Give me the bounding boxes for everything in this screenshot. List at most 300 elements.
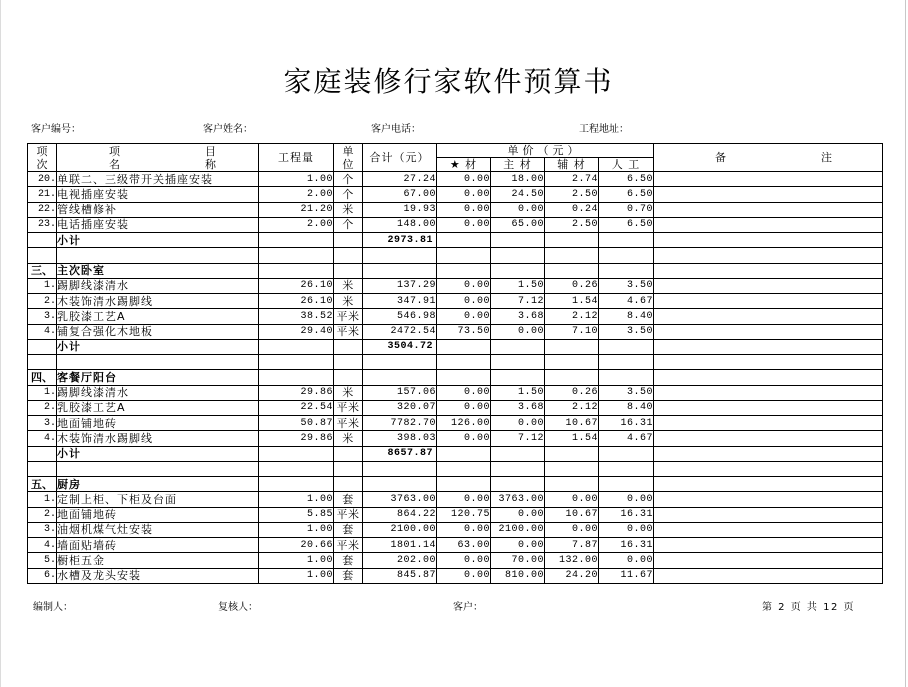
header-item-number-top: 项 xyxy=(36,144,48,158)
main-material-price-cell: 3.68 xyxy=(491,400,545,415)
item-row xyxy=(28,202,883,217)
item-row xyxy=(28,324,883,339)
header-labor: 人 工 xyxy=(599,158,654,172)
customer-number-label: 客户编号： xyxy=(31,124,81,135)
unit-cell: 套 xyxy=(334,522,363,537)
star-material-price-cell: 0.00 xyxy=(437,553,491,568)
auxiliary-material-price-cell xyxy=(545,263,599,278)
header-item-name xyxy=(57,144,259,172)
item-row xyxy=(28,553,883,568)
main-material-price-cell: 0.00 xyxy=(491,202,545,217)
item-number-cell: 五、 xyxy=(28,477,57,492)
labor-price-cell: 3.50 xyxy=(599,385,654,400)
unit-cell: 平米 xyxy=(334,416,363,431)
quantity-cell: 26.10 xyxy=(259,294,334,309)
main-material-price-cell xyxy=(491,461,545,476)
total-cell: 2472.54 xyxy=(363,324,437,339)
item-name-cell: 地面铺地砖 xyxy=(57,507,259,522)
auxiliary-material-price-cell: 2.12 xyxy=(545,309,599,324)
header-item-number-bottom: 次 xyxy=(36,157,48,171)
item-row xyxy=(28,294,883,309)
header-remarks-label: 备 注 xyxy=(715,151,832,164)
item-name-cell xyxy=(57,461,259,476)
main-material-price-cell: 18.00 xyxy=(491,172,545,187)
remarks-cell xyxy=(654,416,883,431)
unit-cell: 米 xyxy=(334,278,363,293)
labor-price-cell: 3.50 xyxy=(599,324,654,339)
auxiliary-material-price-cell: 10.67 xyxy=(545,416,599,431)
main-material-price-cell xyxy=(491,263,545,278)
remarks-cell xyxy=(654,568,883,583)
item-name-cell: 橱柜五金 xyxy=(57,553,259,568)
star-material-price-cell: 73.50 xyxy=(437,324,491,339)
labor-price-cell: 4.67 xyxy=(599,294,654,309)
item-row xyxy=(28,278,883,293)
labor-price-cell: 6.50 xyxy=(599,172,654,187)
item-row xyxy=(28,492,883,507)
auxiliary-material-price-cell xyxy=(545,248,599,263)
header-unit xyxy=(334,144,363,172)
total-cell: 320.07 xyxy=(363,400,437,415)
main-material-price-cell xyxy=(491,370,545,385)
unit-cell: 平米 xyxy=(334,324,363,339)
quantity-cell xyxy=(259,233,334,248)
item-row xyxy=(28,309,883,324)
main-material-price-cell: 24.50 xyxy=(491,187,545,202)
labor-price-cell: 16.31 xyxy=(599,507,654,522)
item-name-cell: 电话插座安装 xyxy=(57,217,259,232)
quantity-cell: 22.54 xyxy=(259,400,334,415)
remarks-cell xyxy=(654,553,883,568)
main-material-price-cell: 65.00 xyxy=(491,217,545,232)
item-name-cell: 乳胶漆工艺A xyxy=(57,400,259,415)
prepared-by-label: 编制人： xyxy=(33,602,73,613)
labor-price-cell xyxy=(599,355,654,370)
item-name-cell: 管线槽修补 xyxy=(57,202,259,217)
unit-cell xyxy=(334,477,363,492)
auxiliary-material-price-cell: 1.54 xyxy=(545,294,599,309)
labor-price-cell: 3.50 xyxy=(599,278,654,293)
total-cell xyxy=(363,263,437,278)
total-cell: 8657.87 xyxy=(363,446,437,461)
item-number-cell: 3. xyxy=(28,309,57,324)
item-name-cell: 木装饰清水踢脚线 xyxy=(57,431,259,446)
item-number-cell: 1. xyxy=(28,278,57,293)
labor-price-cell xyxy=(599,446,654,461)
total-cell: 546.98 xyxy=(363,309,437,324)
page-title: 家庭装修行家软件预算书 xyxy=(283,65,614,98)
auxiliary-material-price-cell: 2.50 xyxy=(545,187,599,202)
auxiliary-material-price-cell: 0.26 xyxy=(545,278,599,293)
item-number-cell xyxy=(28,233,57,248)
unit-cell xyxy=(334,370,363,385)
total-cell: 202.00 xyxy=(363,553,437,568)
item-number-cell xyxy=(28,339,57,354)
star-material-price-cell xyxy=(437,233,491,248)
budget-table xyxy=(27,143,883,584)
remarks-cell xyxy=(654,324,883,339)
remarks-cell xyxy=(654,370,883,385)
remarks-cell xyxy=(654,431,883,446)
item-name-cell: 铺复合强化木地板 xyxy=(57,324,259,339)
remarks-cell xyxy=(654,202,883,217)
item-number-cell: 3. xyxy=(28,416,57,431)
section-row xyxy=(28,477,883,492)
total-cell: 2100.00 xyxy=(363,522,437,537)
item-number-cell xyxy=(28,446,57,461)
remarks-cell xyxy=(654,355,883,370)
main-material-price-cell xyxy=(491,339,545,354)
quantity-cell: 38.52 xyxy=(259,309,334,324)
item-name-cell: 墙面贴墙砖 xyxy=(57,538,259,553)
item-name-cell xyxy=(57,355,259,370)
remarks-cell xyxy=(654,233,883,248)
star-material-price-cell: 0.00 xyxy=(437,187,491,202)
project-address-label: 工程地址： xyxy=(579,124,629,135)
item-name-cell: 小计 xyxy=(57,233,259,248)
labor-price-cell: 11.67 xyxy=(599,568,654,583)
customer-name-label: 客户姓名： xyxy=(203,124,253,135)
auxiliary-material-price-cell xyxy=(545,446,599,461)
item-number-cell xyxy=(28,248,57,263)
auxiliary-material-price-cell: 0.26 xyxy=(545,385,599,400)
item-number-cell: 3. xyxy=(28,522,57,537)
quantity-cell: 1.00 xyxy=(259,492,334,507)
labor-price-cell xyxy=(599,477,654,492)
remarks-cell xyxy=(654,385,883,400)
labor-price-cell xyxy=(599,263,654,278)
total-cell: 148.00 xyxy=(363,217,437,232)
header-auxiliary-material: 辅 材 xyxy=(545,158,599,172)
main-material-price-cell: 70.00 xyxy=(491,553,545,568)
item-number-cell: 四、 xyxy=(28,370,57,385)
main-material-price-cell: 0.00 xyxy=(491,416,545,431)
remarks-cell xyxy=(654,522,883,537)
total-cell xyxy=(363,461,437,476)
quantity-cell: 29.86 xyxy=(259,385,334,400)
unit-cell: 米 xyxy=(334,294,363,309)
total-cell: 347.91 xyxy=(363,294,437,309)
main-material-price-cell: 0.00 xyxy=(491,507,545,522)
item-row xyxy=(28,538,883,553)
header-main-material: 主 材 xyxy=(491,158,545,172)
star-material-price-cell: 0.00 xyxy=(437,172,491,187)
quantity-cell xyxy=(259,263,334,278)
item-name-cell: 小计 xyxy=(57,339,259,354)
unit-cell: 套 xyxy=(334,492,363,507)
total-cell: 3763.00 xyxy=(363,492,437,507)
item-row xyxy=(28,507,883,522)
quantity-cell xyxy=(259,477,334,492)
remarks-cell xyxy=(654,248,883,263)
auxiliary-material-price-cell: 7.87 xyxy=(545,538,599,553)
main-material-price-cell: 0.00 xyxy=(491,538,545,553)
item-number-cell: 4. xyxy=(28,324,57,339)
item-number-cell: 21. xyxy=(28,187,57,202)
auxiliary-material-price-cell: 7.10 xyxy=(545,324,599,339)
main-material-price-cell xyxy=(491,233,545,248)
quantity-cell xyxy=(259,370,334,385)
main-material-price-cell: 2100.00 xyxy=(491,522,545,537)
page-number: 第 2 页 共 12 页 xyxy=(762,602,855,613)
auxiliary-material-price-cell xyxy=(545,477,599,492)
quantity-cell: 29.40 xyxy=(259,324,334,339)
item-number-cell: 20. xyxy=(28,172,57,187)
page-border-left xyxy=(0,0,1,687)
auxiliary-material-price-cell xyxy=(545,355,599,370)
item-name-cell: 地面铺地砖 xyxy=(57,416,259,431)
item-row xyxy=(28,416,883,431)
remarks-cell xyxy=(654,217,883,232)
star-material-price-cell xyxy=(437,446,491,461)
subtotal-row xyxy=(28,446,883,461)
total-cell: 137.29 xyxy=(363,278,437,293)
remarks-cell xyxy=(654,507,883,522)
remarks-cell xyxy=(654,339,883,354)
auxiliary-material-price-cell: 1.54 xyxy=(545,431,599,446)
blank-row xyxy=(28,355,883,370)
quantity-cell: 1.00 xyxy=(259,568,334,583)
unit-cell xyxy=(334,248,363,263)
star-material-price-cell: 0.00 xyxy=(437,278,491,293)
labor-price-cell: 0.00 xyxy=(599,522,654,537)
item-name-cell: 定制上柜、下柜及台面 xyxy=(57,492,259,507)
total-cell: 3504.72 xyxy=(363,339,437,354)
star-material-price-cell: 0.00 xyxy=(437,492,491,507)
auxiliary-material-price-cell: 24.20 xyxy=(545,568,599,583)
labor-price-cell: 8.40 xyxy=(599,400,654,415)
star-material-price-cell: 0.00 xyxy=(437,202,491,217)
unit-cell: 个 xyxy=(334,217,363,232)
item-name-cell: 厨房 xyxy=(57,477,259,492)
main-material-price-cell: 1.50 xyxy=(491,385,545,400)
labor-price-cell: 16.31 xyxy=(599,538,654,553)
customer-phone-label: 客户电话： xyxy=(371,124,421,135)
unit-cell xyxy=(334,233,363,248)
remarks-cell xyxy=(654,477,883,492)
quantity-cell xyxy=(259,355,334,370)
unit-cell: 平米 xyxy=(334,309,363,324)
remarks-cell xyxy=(654,309,883,324)
main-material-price-cell: 1.50 xyxy=(491,278,545,293)
total-cell: 157.06 xyxy=(363,385,437,400)
star-material-price-cell xyxy=(437,461,491,476)
header-star-material: ★ 材 xyxy=(437,158,491,172)
auxiliary-material-price-cell: 0.00 xyxy=(545,522,599,537)
labor-price-cell xyxy=(599,233,654,248)
total-cell: 864.22 xyxy=(363,507,437,522)
item-name-cell xyxy=(57,248,259,263)
labor-price-cell: 6.50 xyxy=(599,187,654,202)
item-name-cell: 踢脚线漆清水 xyxy=(57,385,259,400)
auxiliary-material-price-cell xyxy=(545,339,599,354)
item-number-cell xyxy=(28,355,57,370)
blank-row xyxy=(28,248,883,263)
main-material-price-cell xyxy=(491,446,545,461)
star-material-price-cell: 126.00 xyxy=(437,416,491,431)
unit-cell xyxy=(334,339,363,354)
auxiliary-material-price-cell: 0.24 xyxy=(545,202,599,217)
item-number-cell: 6. xyxy=(28,568,57,583)
labor-price-cell: 4.67 xyxy=(599,431,654,446)
unit-cell: 米 xyxy=(334,431,363,446)
item-number-cell: 三、 xyxy=(28,263,57,278)
item-number-cell: 23. xyxy=(28,217,57,232)
star-material-price-cell: 63.00 xyxy=(437,538,491,553)
total-cell: 2973.81 xyxy=(363,233,437,248)
quantity-cell: 50.87 xyxy=(259,416,334,431)
star-material-price-cell: 0.00 xyxy=(437,309,491,324)
remarks-cell xyxy=(654,187,883,202)
remarks-cell xyxy=(654,278,883,293)
quantity-cell xyxy=(259,339,334,354)
main-material-price-cell xyxy=(491,248,545,263)
item-number-cell: 22. xyxy=(28,202,57,217)
item-number-cell: 2. xyxy=(28,294,57,309)
labor-price-cell: 8.40 xyxy=(599,309,654,324)
labor-price-cell: 6.50 xyxy=(599,217,654,232)
total-cell: 7782.70 xyxy=(363,416,437,431)
item-name-cell: 木装饰清水踢脚线 xyxy=(57,294,259,309)
quantity-cell: 21.20 xyxy=(259,202,334,217)
quantity-cell: 1.00 xyxy=(259,553,334,568)
star-material-price-cell xyxy=(437,263,491,278)
star-material-price-cell xyxy=(437,339,491,354)
quantity-cell: 1.00 xyxy=(259,522,334,537)
unit-cell: 米 xyxy=(334,385,363,400)
item-number-cell: 4. xyxy=(28,538,57,553)
star-material-price-cell xyxy=(437,477,491,492)
remarks-cell xyxy=(654,172,883,187)
header-remarks xyxy=(654,144,883,172)
labor-price-cell xyxy=(599,461,654,476)
unit-cell: 个 xyxy=(334,187,363,202)
item-name-cell: 水槽及龙头安装 xyxy=(57,568,259,583)
star-material-price-cell: 0.00 xyxy=(437,522,491,537)
item-row xyxy=(28,217,883,232)
item-number-cell: 2. xyxy=(28,507,57,522)
item-row xyxy=(28,568,883,583)
main-material-price-cell: 3.68 xyxy=(491,309,545,324)
unit-cell xyxy=(334,446,363,461)
remarks-cell xyxy=(654,263,883,278)
quantity-cell xyxy=(259,248,334,263)
item-row xyxy=(28,400,883,415)
auxiliary-material-price-cell: 2.12 xyxy=(545,400,599,415)
auxiliary-material-price-cell: 132.00 xyxy=(545,553,599,568)
header-item-name-bottom: 名 称 xyxy=(109,157,216,171)
unit-cell: 平米 xyxy=(334,400,363,415)
header-unit-price: 单价（元） xyxy=(437,144,654,158)
total-cell xyxy=(363,370,437,385)
item-name-cell: 客餐厅阳台 xyxy=(57,370,259,385)
total-cell: 1801.14 xyxy=(363,538,437,553)
item-name-cell: 单联二、三级带开关插座安装 xyxy=(57,172,259,187)
item-name-cell: 乳胶漆工艺A xyxy=(57,309,259,324)
star-material-price-cell: 0.00 xyxy=(437,568,491,583)
quantity-cell: 1.00 xyxy=(259,172,334,187)
total-cell: 398.03 xyxy=(363,431,437,446)
remarks-cell xyxy=(654,538,883,553)
section-row xyxy=(28,263,883,278)
quantity-cell: 26.10 xyxy=(259,278,334,293)
quantity-cell xyxy=(259,461,334,476)
unit-cell: 套 xyxy=(334,568,363,583)
star-material-price-cell xyxy=(437,248,491,263)
star-material-price-cell: 0.00 xyxy=(437,431,491,446)
header-quantity: 工程量 xyxy=(259,144,334,172)
main-material-price-cell: 810.00 xyxy=(491,568,545,583)
item-row xyxy=(28,187,883,202)
unit-cell: 套 xyxy=(334,553,363,568)
item-number-cell: 5. xyxy=(28,553,57,568)
star-material-price-cell: 0.00 xyxy=(437,294,491,309)
auxiliary-material-price-cell xyxy=(545,233,599,248)
customer-signature-label: 客户： xyxy=(453,602,483,613)
quantity-cell: 20.66 xyxy=(259,538,334,553)
main-material-price-cell: 7.12 xyxy=(491,431,545,446)
remarks-cell xyxy=(654,294,883,309)
reviewer-label: 复核人： xyxy=(218,602,258,613)
item-number-cell: 1. xyxy=(28,385,57,400)
item-name-cell: 电视插座安装 xyxy=(57,187,259,202)
auxiliary-material-price-cell: 2.50 xyxy=(545,217,599,232)
labor-price-cell: 0.00 xyxy=(599,553,654,568)
remarks-cell xyxy=(654,461,883,476)
auxiliary-material-price-cell: 0.00 xyxy=(545,492,599,507)
item-name-cell: 主次卧室 xyxy=(57,263,259,278)
main-material-price-cell xyxy=(491,477,545,492)
unit-cell: 平米 xyxy=(334,538,363,553)
total-cell: 67.00 xyxy=(363,187,437,202)
unit-cell: 个 xyxy=(334,172,363,187)
item-row xyxy=(28,522,883,537)
remarks-cell xyxy=(654,492,883,507)
star-material-price-cell xyxy=(437,355,491,370)
unit-cell: 米 xyxy=(334,202,363,217)
main-material-price-cell: 0.00 xyxy=(491,324,545,339)
item-number-cell xyxy=(28,461,57,476)
star-material-price-cell: 120.75 xyxy=(437,507,491,522)
total-cell xyxy=(363,248,437,263)
header-item-number xyxy=(28,144,57,172)
quantity-cell: 29.86 xyxy=(259,431,334,446)
item-name-cell: 小计 xyxy=(57,446,259,461)
item-number-cell: 4. xyxy=(28,431,57,446)
labor-price-cell xyxy=(599,248,654,263)
labor-price-cell xyxy=(599,370,654,385)
item-row xyxy=(28,431,883,446)
star-material-price-cell: 0.00 xyxy=(437,400,491,415)
remarks-cell xyxy=(654,400,883,415)
header-total: 合计（元） xyxy=(363,144,437,172)
star-material-price-cell: 0.00 xyxy=(437,385,491,400)
quantity-cell: 2.00 xyxy=(259,187,334,202)
labor-price-cell: 16.31 xyxy=(599,416,654,431)
star-material-price-cell: 0.00 xyxy=(437,217,491,232)
header-unit-top: 单 xyxy=(342,144,354,158)
total-cell: 19.93 xyxy=(363,202,437,217)
star-material-price-cell xyxy=(437,370,491,385)
total-cell: 845.87 xyxy=(363,568,437,583)
item-row xyxy=(28,172,883,187)
quantity-cell: 5.85 xyxy=(259,507,334,522)
main-material-price-cell xyxy=(491,355,545,370)
item-name-cell: 踢脚线漆清水 xyxy=(57,278,259,293)
table-header xyxy=(28,144,883,172)
item-row xyxy=(28,385,883,400)
table-body xyxy=(28,172,883,584)
